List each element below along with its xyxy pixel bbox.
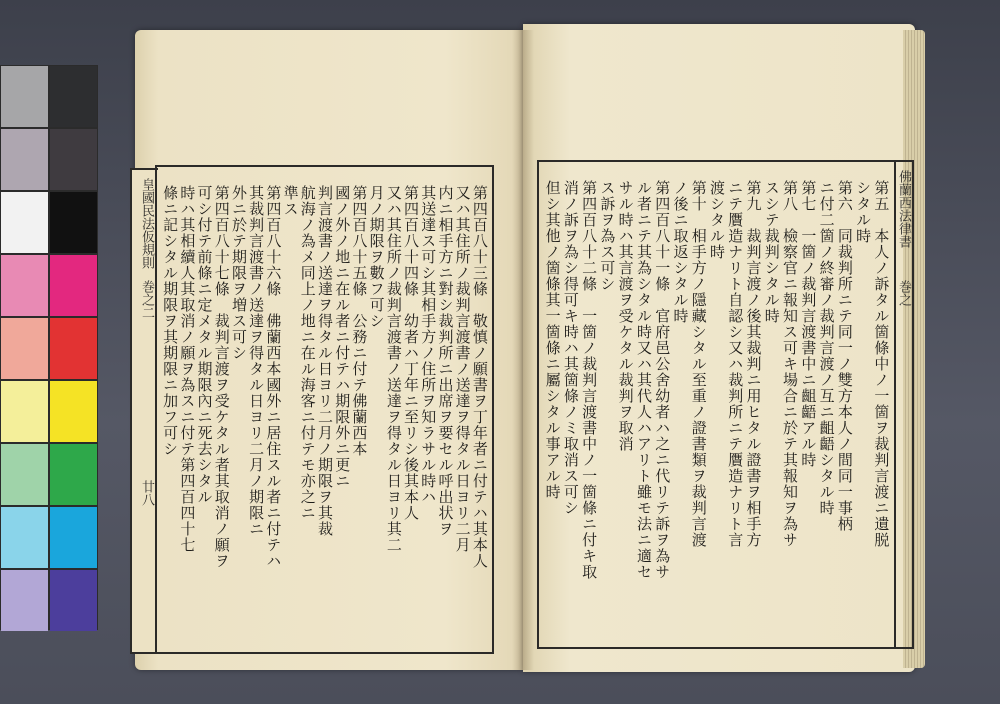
color-swatch xyxy=(50,444,97,505)
color-swatch xyxy=(1,444,48,505)
right-text-column: 第五 本人ノ訴タル箇條中ノ一箇ヲ裁判言渡ニ遺脱 xyxy=(872,180,891,548)
color-swatch xyxy=(50,255,97,316)
color-swatch xyxy=(50,507,97,568)
left-text-column: 判言渡書ノ送達ヲ得タル日ヨリ二月ノ期限ヲ其裁 xyxy=(316,185,334,537)
right-text-column: ル者ニテ其為シタル時又ハ其代人ハアリト雖モ法ニ適セ xyxy=(634,180,653,580)
color-swatch xyxy=(1,507,48,568)
color-swatch xyxy=(1,129,48,190)
right-text-column: 渡シタル時 xyxy=(708,180,726,260)
left-text-column: 月ノ期限ヲ數フ可シ xyxy=(367,185,386,329)
right-text-column: 第八 檢察官ニ報知ス可キ場合ニ於テ其報知ヲ為サ xyxy=(781,180,800,548)
right-text-column: シタル時 xyxy=(854,180,873,244)
color-swatch xyxy=(50,381,97,442)
right-margin-volume: 巻之 xyxy=(896,280,911,306)
left-margin-volume: 巻之二 xyxy=(139,280,154,319)
right-text-column: ニテ贋造ナリト自認シ又ハ裁判所ニテ贋造ナリト言 xyxy=(726,180,745,548)
left-text-column: 條ニ記シタル期限ヲ其期限ニ加フ可シ xyxy=(161,185,180,457)
color-swatch xyxy=(50,570,97,631)
right-text-column: 第七 一箇ノ裁判言渡書中ニ齟齬アル時 xyxy=(799,180,818,468)
color-swatch xyxy=(50,192,97,253)
book-gutter xyxy=(512,30,534,670)
left-text-column: 時ハ其相續人其取消ノ願ヲ為スニ付テ第四百四十七 xyxy=(178,185,197,553)
right-text-frame xyxy=(537,160,896,649)
left-text-column: 外ニ於テ期限ヲ増ス可シ xyxy=(229,185,248,361)
left-text-column: 又ハ其住所ノ裁判言渡書ノ送達ヲ得タル日ヨリ二月 xyxy=(453,185,472,553)
left-text-column: 其送達ス可シ其相手方ノ住所ヲ知ラサル時ハ xyxy=(419,185,438,505)
right-text-column: ニ付二箇ノ終審ノ裁判言渡ノ互ニ齟齬シタル時 xyxy=(817,180,836,516)
color-calibration-chart xyxy=(0,65,98,630)
left-text-frame xyxy=(155,165,494,654)
color-swatch xyxy=(1,66,48,127)
right-text-column: スシテ裁判シタル時 xyxy=(762,180,781,324)
left-text-column: 内ニ相手方ニ對シ裁判所ニ出席ヲ要セル呼出状ヲ xyxy=(436,185,455,537)
left-text-column: 其裁判言渡書ノ送達ヲ得タル日ヨリ二月ノ期限ニ xyxy=(247,185,266,537)
left-text-column: 國ノ外ノ地ニ在ル者ニ付テハ期限外ニ更ニ xyxy=(333,185,352,489)
color-swatch xyxy=(50,129,97,190)
left-text-column: 又ハ其住所ノ裁判言渡書ノ送達ヲ得タル日ヨリ其二 xyxy=(384,185,403,553)
right-text-column: サル時ハ其言渡ヲ受ケタル裁判ヲ取消 xyxy=(616,180,635,452)
right-text-column: 第十 相手方ノ隱藏シタル至重ノ證書類ヲ裁判言渡 xyxy=(689,180,708,548)
right-text-column: ノ後ニ取返シタル時 xyxy=(671,180,690,324)
right-text-column: 第九 裁判言渡ノ後其裁判ニ用ヒタル證書ヲ相手方 xyxy=(744,180,763,548)
left-text-column: 航海ノ為メ同上ノ地ニ在ル海客ニ付テモ亦之ニ xyxy=(298,185,317,521)
right-text-column: 第四百八十二條 一箇ノ裁判言渡書中ノ一箇條ニ付キ取 xyxy=(580,180,599,580)
right-text-column: 但シ其他ノ箇條其一箇條ニ屬シタル事アル時 xyxy=(543,180,562,500)
left-text-column: 第四百八十七條 裁判言渡ヲ受ケタル者其取消ノ願ヲ xyxy=(212,185,231,569)
left-text-column: 第四百八十六條 佛蘭西本國外ニ居住スル者ニ付テハ xyxy=(264,185,283,569)
left-margin-title: 皇國民法仮規則 xyxy=(139,178,154,269)
color-swatch xyxy=(1,570,48,631)
right-text-column: ス訴ヲ為ス可シ xyxy=(598,180,617,292)
left-text-column: 可シ付テ前條ニ定メタル期限內ニ死去シタル xyxy=(195,185,214,505)
left-text-column: 準ス xyxy=(281,185,300,217)
left-page-number: 廿八 xyxy=(139,480,154,506)
color-swatch xyxy=(50,66,97,127)
right-margin-title: 佛蘭西法律書 xyxy=(896,170,911,248)
left-text-column: 第四百八十四條 幼者ハ丁年ニ至リシ後其本人 xyxy=(402,185,421,521)
color-swatch xyxy=(1,318,48,379)
right-text-column: 第四百八十一條 官府邑公舍幼者ハ之ニ代リテ訴ヲ為サ xyxy=(653,180,672,580)
color-swatch xyxy=(1,192,48,253)
right-text-column: 第六 同裁判所ニテ同一ノ雙方本人ノ間同一事柄 xyxy=(835,180,854,532)
left-text-column: 第四百八十三條 敬慎ノ願書ヲ丁年者ニ付テハ其本人 xyxy=(470,185,489,569)
color-swatch xyxy=(1,255,48,316)
left-text-column: 第四百八十五條 公務ニ付テ佛蘭西本 xyxy=(350,185,369,457)
color-swatch xyxy=(1,381,48,442)
color-swatch xyxy=(50,318,97,379)
right-text-column: 消ノ訴ヲ為シ得可キ時ハ其箇條ノミ取消ス可シ xyxy=(561,180,580,516)
